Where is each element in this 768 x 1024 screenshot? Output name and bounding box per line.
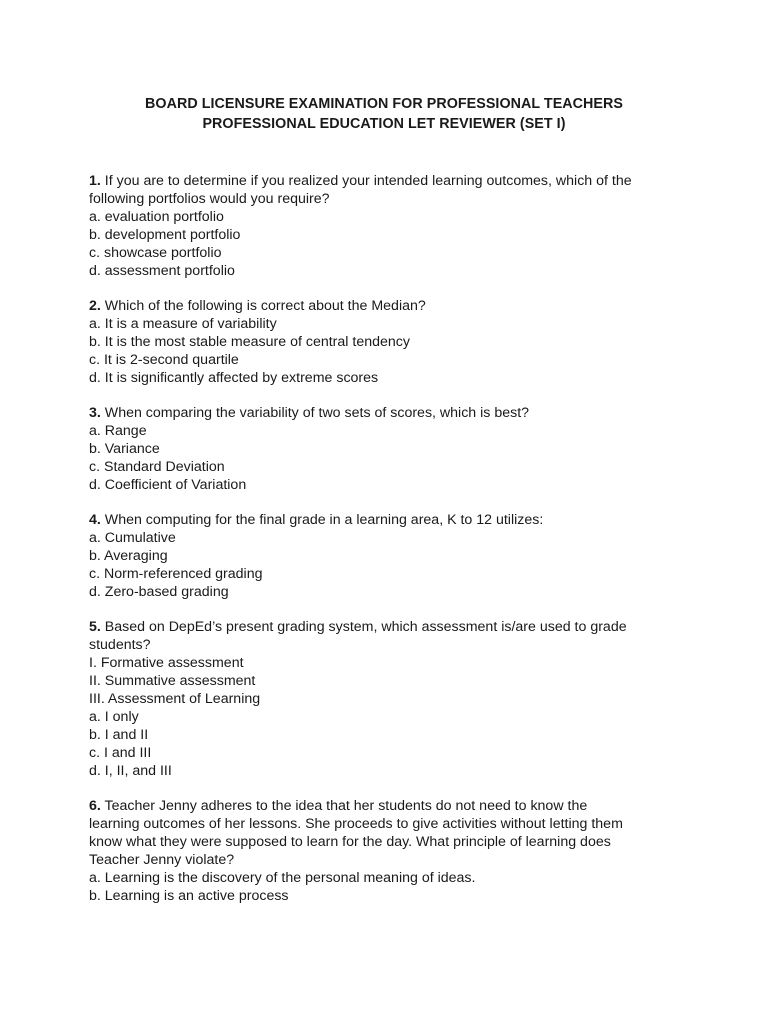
question-stem-line — [89, 798, 689, 816]
answer-option: c. Norm-referenced grading — [89, 566, 263, 582]
question-stem-line — [89, 173, 689, 191]
question-number: 3. — [89, 405, 101, 422]
question-stem-text: following portfolios would you require? — [89, 190, 330, 207]
question-item — [89, 512, 689, 602]
answer-option: d. Zero-based grading — [89, 583, 229, 600]
question-stem-text: Based on DepEd’s present grading system, which assessment is/are used to grade — [104, 619, 627, 636]
question-stem-text: students? — [89, 637, 151, 654]
question-stem-text: Which of the following is correct about the Median? — [104, 298, 426, 315]
question-item — [89, 298, 689, 388]
question-stem-line — [89, 816, 689, 834]
answer-option: a. It is a measure of variability — [89, 315, 277, 332]
answer-option: c. Standard Deviation — [89, 458, 225, 475]
answer-option: a. Range — [89, 423, 147, 440]
answer-option: d. I, II, and III — [89, 762, 172, 779]
answer-option: III. Assessment of Learning — [89, 691, 261, 708]
question-stem-text: Teacher Jenny adheres to the idea that her students do not need to know the — [104, 798, 588, 815]
question-stem-text: Teacher Jenny violate? — [89, 851, 235, 868]
question-item — [89, 173, 689, 280]
question-item — [89, 405, 689, 495]
document-title: BOARD LICENSURE EXAMINATION FOR PROFESSIONAL TEACHERS — [145, 96, 623, 112]
question-stem-text: When comparing the variability of two sets of scores, which is best? — [104, 405, 530, 422]
answer-option: a. Cumulative — [89, 530, 176, 547]
answer-option: c. It is 2-second quartile — [89, 351, 239, 368]
document-header — [0, 94, 768, 134]
answer-option: a. I only — [89, 708, 139, 725]
answer-option: d. Coefficient of Variation — [89, 476, 247, 493]
question-stem-line — [89, 512, 689, 530]
answer-option: d. assessment portfolio — [89, 262, 235, 279]
question-stem-text: If you are to determine if you realized your intended learning outcomes, which of the — [104, 173, 632, 189]
question-number: 5. — [89, 619, 101, 636]
question-stem-text: When computing for the final grade in a learning area, K to 12 utilizes: — [104, 512, 544, 529]
answer-option: I. Formative assessment — [89, 655, 244, 672]
answer-option: b. development portfolio — [89, 226, 241, 243]
question-number: 1. — [89, 173, 101, 189]
question-item — [89, 619, 689, 780]
answer-option: b. Averaging — [89, 548, 168, 565]
question-number: 2. — [89, 298, 101, 315]
question-stem-line — [89, 637, 689, 655]
question-stem-line — [89, 298, 689, 316]
answer-option: c. showcase portfolio — [89, 244, 222, 261]
answer-option: d. It is significantly affected by extreme scores — [89, 369, 379, 386]
answer-option: a. evaluation portfolio — [89, 208, 224, 225]
answer-option: b. I and II — [89, 726, 149, 743]
question-stem-line — [89, 191, 689, 209]
question-number: 4. — [89, 512, 101, 529]
question-stem-line — [89, 619, 689, 637]
answer-option: b. Learning is an active process — [89, 887, 289, 904]
question-list — [89, 173, 689, 923]
question-stem-text: know what they were supposed to learn for the day. What principle of learning does — [89, 833, 611, 850]
question-item — [89, 798, 689, 905]
answer-option: b. It is the most stable measure of central tendency — [89, 333, 410, 350]
question-number: 6. — [89, 798, 101, 815]
question-stem-text: learning outcomes of her lessons. She proceeds to give activities without letting them — [89, 816, 623, 833]
answer-option: b. Variance — [89, 440, 160, 457]
answer-option: II. Summative assessment — [89, 673, 256, 690]
document-subtitle: PROFESSIONAL EDUCATION LET REVIEWER (SET I) — [202, 116, 566, 132]
answer-option: c. I and III — [89, 744, 152, 761]
question-stem-line — [89, 405, 689, 423]
answer-option: a. Learning is the discovery of the personal meaning of ideas. — [89, 869, 476, 886]
question-stem-line — [89, 852, 689, 870]
question-stem-line — [89, 834, 689, 852]
